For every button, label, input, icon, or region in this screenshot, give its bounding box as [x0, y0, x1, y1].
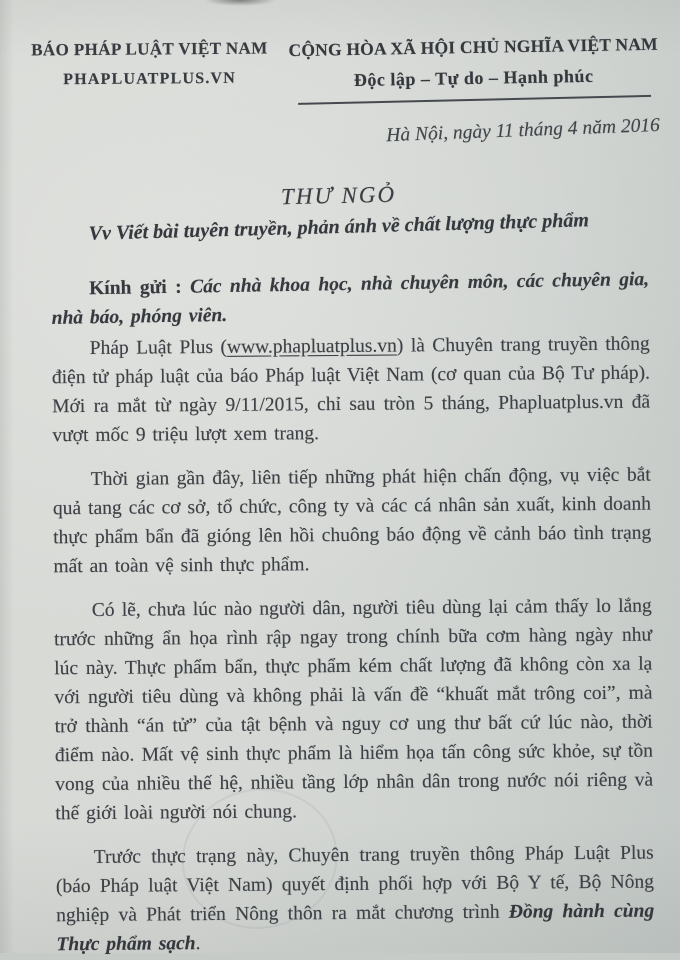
letter-title: THƯ NGỎ	[280, 181, 397, 210]
paragraph-situation: Thời gian gần đây, liên tiếp những phát hiện chấn động, vụ việc bắt quả tang các cơ sở, tổ chức, công ty và các cá nhân sản xuất, kinh doanh thực phẩm bẩn đã gióng lên hồi chuông báo động về cảnh báo tình trạng mất an toàn vệ sinh thực phẩm.	[52, 464, 652, 578]
paragraph-text: .	[195, 933, 201, 955]
letter-subject: Vv Viết bài tuyên truyền, phản ánh về chất lượng thực phẩm	[88, 209, 590, 245]
paragraph-intro	[52, 330, 651, 451]
website-link: www.phapluatplus.vn	[226, 335, 397, 358]
greeting-label: Kính gửi :	[88, 276, 182, 300]
national-title: CỘNG HÒA XÃ HỘI CHỦ NGHĨA VIỆT NAM	[288, 33, 658, 61]
paragraph-concern: Có lẽ, chưa lúc nào người dân, người tiêu dùng lại cảm thấy lo lắng trước những ẩn họa rình rập ngay trong chính bữa cơm hàng ngày như lúc này. Thực phẩm bẩn, thực phẩm kém chất lượng đã không còn xa lạ với người tiêu dùng và không phải là vấn đề “khuất mắt trông coi”, mà trở thành “án tử” của tật bệnh và nguy cơ ung thư bất cứ lúc nào, thời điểm nào. Mất vệ sinh thực phẩm là hiểm họa tấn công sức khỏe, sự tồn vong của nhiều thế hệ, nhiều tầng lớp nhân dân trong nước nói riêng và thế giới loài người nói chung.	[53, 595, 654, 825]
national-motto: Độc lập – Tự do – Hạnh phúc	[353, 65, 594, 91]
motto-underline	[298, 95, 651, 105]
letterhead-organization	[29, 39, 269, 90]
paragraph-text: Pháp Luật Plus (	[89, 336, 228, 359]
paragraph-program	[56, 839, 655, 960]
organization-website: PHAPLUATPLUS.VN	[63, 69, 237, 89]
greeting-recipients: Các nhà khoa học, nhà chuyên môn, các chuyên gia, nhà báo, phóng viên.	[51, 268, 650, 329]
dateline: Hà Nội, ngày 11 tháng 4 năm 2016	[385, 114, 661, 147]
paragraph-text: ) là Chuyên trang truyền thông điện tử pháp luật của báo Pháp luật Việt Nam (cơ quan của Bộ Tư pháp). Mới ra mắt từ ngày 9/11/2015, chỉ sau tròn 5 tháng, Phapluatplus.vn đã vượt mốc 9 triệu lượt xem trang.	[51, 333, 651, 447]
program-name: Đồng hành cùng Thực phẩm sạch	[56, 900, 655, 956]
organization-name: BÁO PHÁP LUẬT VIỆT NAM	[31, 38, 268, 60]
paragraph-text: Trước thực trạng này, Chuyên trang truyền thông Pháp Luật Plus (báo Pháp luật Việt Nam) quyết định phối hợp với Bộ Y tế, Bộ Nông nghiệp và Phát triển Nông thôn ra mắt chương trình	[55, 842, 655, 927]
greeting	[51, 265, 650, 333]
letterhead	[0, 0, 678, 105]
letter-body	[51, 268, 654, 960]
letterhead-national-motto	[277, 34, 670, 105]
